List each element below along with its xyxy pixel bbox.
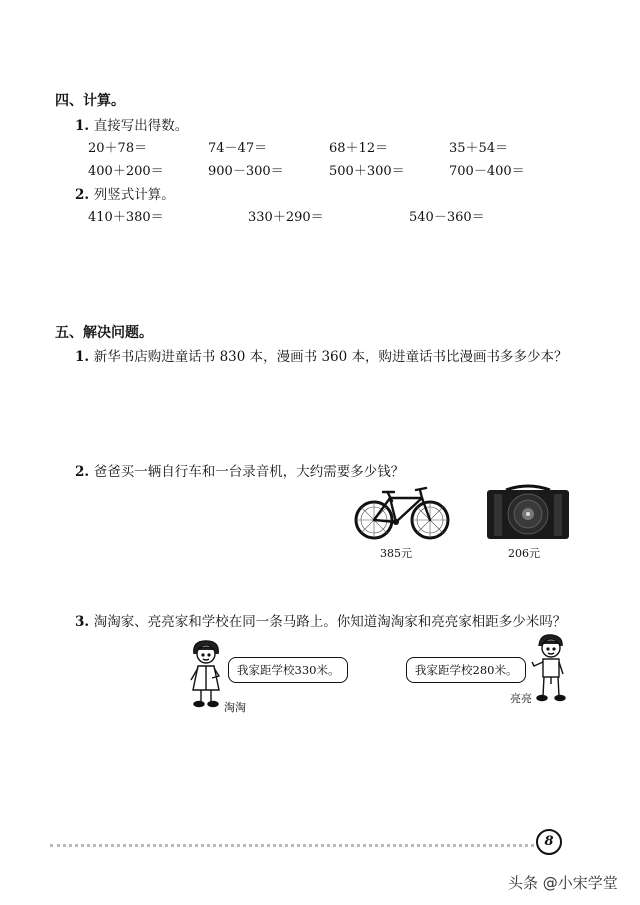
exercise: 68＋12＝ [329, 141, 389, 156]
girl-taotao-icon [186, 638, 226, 710]
question-text: 淘淘家、亮亮家和学校在同一条马路上。你知道淘淘家和亮亮家相距多少米吗？ [93, 614, 567, 630]
question-number: 2. [75, 187, 90, 203]
exercise: 410＋380＝ [88, 210, 164, 225]
section-4-question-1 [75, 114, 188, 134]
exercise: 74－47＝ [208, 141, 268, 156]
exercise: 400＋200＝ [88, 164, 164, 179]
exercise: 540－360＝ [409, 210, 485, 225]
question-number: 1. [75, 349, 90, 365]
question-text: 直接写出得数。 [93, 118, 189, 134]
section-5-title: 五、解决问题。 [55, 325, 153, 341]
exercise: 900－300＝ [208, 164, 284, 179]
footer-divider [50, 844, 540, 847]
watermark: 头条 @小宋学堂 [508, 874, 618, 892]
exercise: 330＋290＝ [248, 210, 324, 225]
exercise: 500＋300＝ [329, 164, 405, 179]
section-5-question-3 [75, 610, 566, 630]
girl-speech-bubble: 我家距学校330米。 [228, 657, 348, 683]
question-number: 3. [75, 614, 90, 630]
bike-price-label: 385元 [380, 547, 412, 560]
question-text: 新华书店购进童话书 830 本，漫画书 360 本，购进童话书比漫画书多多少本？ [93, 349, 568, 365]
question-text: 爸爸买一辆自行车和一台录音机，大约需要多少钱？ [93, 464, 405, 480]
girl-name-label: 淘淘 [224, 701, 246, 714]
boy-speech-bubble: 我家距学校280米。 [406, 657, 526, 683]
question-number: 1. [75, 118, 90, 134]
boy-liangliang-icon [530, 632, 570, 706]
section-5-question-1 [75, 345, 568, 365]
exercise: 700－400＝ [449, 164, 525, 179]
boy-name-label: 亮亮 [510, 692, 532, 705]
section-4-title: 四、计算。 [55, 93, 125, 109]
exercise: 20＋78＝ [88, 141, 148, 156]
section-5-question-2 [75, 460, 404, 480]
section-4-question-2 [75, 183, 175, 203]
exercise: 35＋54＝ [449, 141, 509, 156]
bicycle-icon [352, 484, 452, 542]
question-number: 2. [75, 464, 90, 480]
question-text: 列竖式计算。 [93, 187, 175, 203]
radio-price-label: 206元 [508, 547, 540, 560]
radio-icon [484, 484, 572, 542]
page-number: 8 [536, 829, 562, 855]
